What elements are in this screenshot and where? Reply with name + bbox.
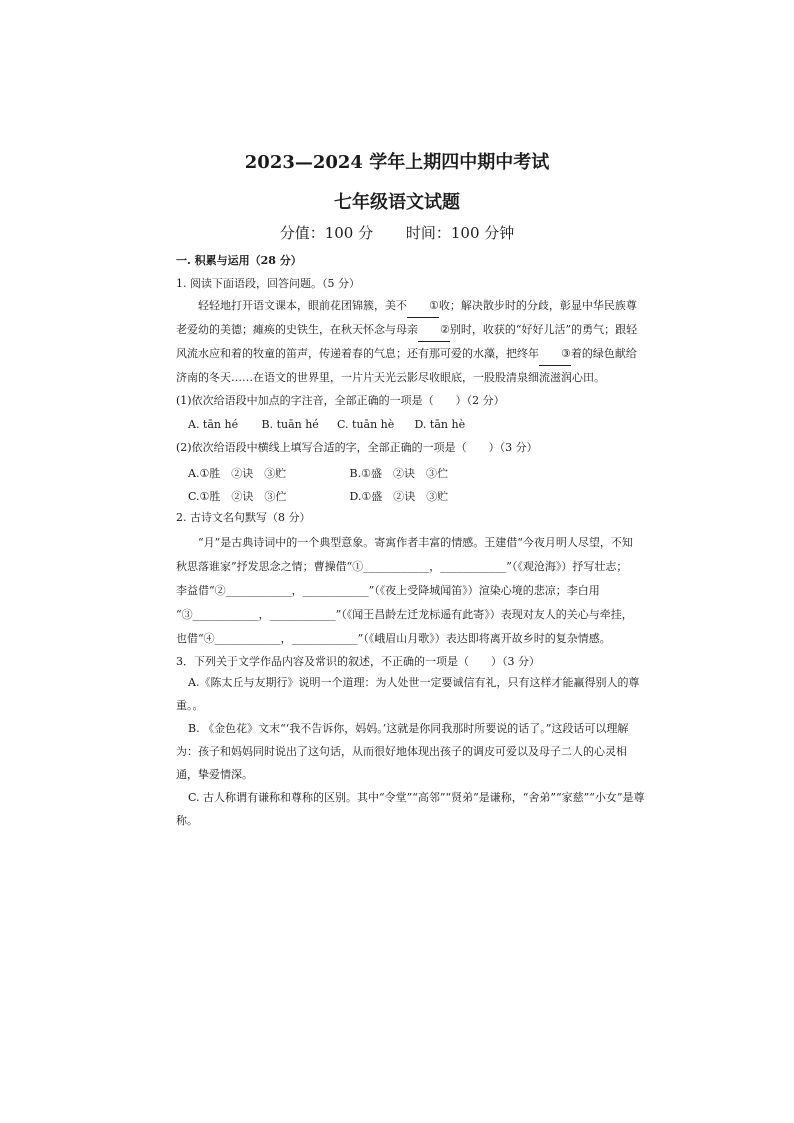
q2-line2: 秋思落谁家”抒发思念之情；曹操借“①____________，____________”（《观沧海》）抒写壮志；: [176, 560, 628, 573]
exam-title: 2023—2024 学年上期四中期中考试: [244, 152, 550, 173]
option-d: D. tān hè: [414, 418, 466, 431]
q1-sub2: (2)依次给语段中横线上填写合适的字，全部正确的一项是（ ）（3 分）: [176, 441, 538, 454]
option-a: A.①胜 ②诀 ③贮: [188, 467, 287, 480]
blank-2: ②: [418, 318, 450, 342]
passage-part-d: 着的绿色献给济南的冬天……在语文的世界里，一片片天光云影尽收眼底，一股股清泉细流滋润心田。: [176, 347, 637, 384]
q2-line1: “月”是古典诗词中的一个典型意象。寄寓作者丰富的情感。王建借“今夜月明人尽望，不知: [198, 536, 633, 549]
q1-sub1-options: [188, 418, 485, 431]
blank-3: ③: [539, 342, 571, 366]
blank-1: ①: [407, 294, 439, 318]
q1-passage-paragraph: [176, 294, 646, 389]
exam-meta: [0, 222, 794, 243]
option-c: C. tuān hè: [337, 418, 395, 431]
q2-prompt: 2. 古诗文名句默写（8 分）: [176, 511, 311, 524]
passage-part-b: 收；解决散步时的分歧，彰显中华民族尊老爱幼的美德；瘫痪的史铁生，在秋天怀念与母亲: [176, 299, 637, 336]
option-b: B. tuān hé: [261, 418, 319, 431]
time-label: 时间：100 分钟: [405, 224, 515, 242]
option-d: D.①盛 ②诀 ③贮: [349, 490, 449, 503]
q3-option-b: B. 《金色花》文末“‘我不告诉你，妈妈。’这就是你同我那时所要说的话了。”这段话可以理解为：孩子和妈妈同时说出了这句话，从而很好地体现出孩子的调皮可爱以及母子二人的心灵相通，挚爱情深。: [176, 722, 629, 781]
q2-line4: “③____________，____________”（《闻王昌龄左迁龙标遥有此寄》）表现对友人的关心与牵挂，: [176, 608, 633, 621]
option-b: B.①盛 ②诀 ③伫: [349, 467, 448, 480]
q1-sub2-options-row2: [188, 488, 448, 504]
q1-prompt: 1. 阅读下面语段，回答问题。（5 分）: [176, 277, 360, 290]
passage-part-a: 轻轻地打开语文课本，眼前花团锦簇，美不: [198, 299, 407, 312]
q2-line5: 也借“④____________，____________”（《峨眉山月歌》）表达即将离开故乡时的复杂情感。: [176, 632, 611, 645]
option-c: C.①胜 ②诀 ③伫: [188, 490, 287, 503]
exam-subtitle: 七年级语文试题: [334, 192, 460, 213]
q3-options: [176, 671, 646, 832]
q2-line3: 李益借“②____________，____________”（《夜上受降城闻笛》）渲染心境的悲凉；李白用: [176, 584, 600, 597]
q1-sub2-options-row1: [188, 465, 448, 481]
section-heading: 一. 积累与运用（28 分）: [176, 254, 302, 267]
option-a: A. tān hé: [188, 418, 239, 431]
q3-option-a: A.《陈太丘与友期行》说明一个道理：为人处世一定要诚信有礼，只有这样才能赢得别人的尊重。。: [176, 676, 640, 712]
q3-prompt: 3．下列关于文学作品内容及常识的叙述，不正确的一项是（ ）（3 分）: [176, 655, 540, 668]
passage-part-c: 别时，收获的“好好儿活”的勇气；跟轻风流水应和着的牧童的笛声，传递着春的气息；还有那可爱的水藻，把终年: [176, 323, 638, 360]
q3-option-c: C. 古人称谓有谦称和尊称的区别。其中“令堂”“高邻”“贤弟”是谦称，“舍弟”“家慈”“小女”是尊称。: [176, 791, 645, 827]
q1-passage: [176, 294, 646, 389]
score-label: 分值：100 分: [279, 224, 374, 242]
q1-sub1: (1)依次给语段中加点的字注音，全部正确的一项是（ ）（2 分）: [176, 394, 505, 407]
